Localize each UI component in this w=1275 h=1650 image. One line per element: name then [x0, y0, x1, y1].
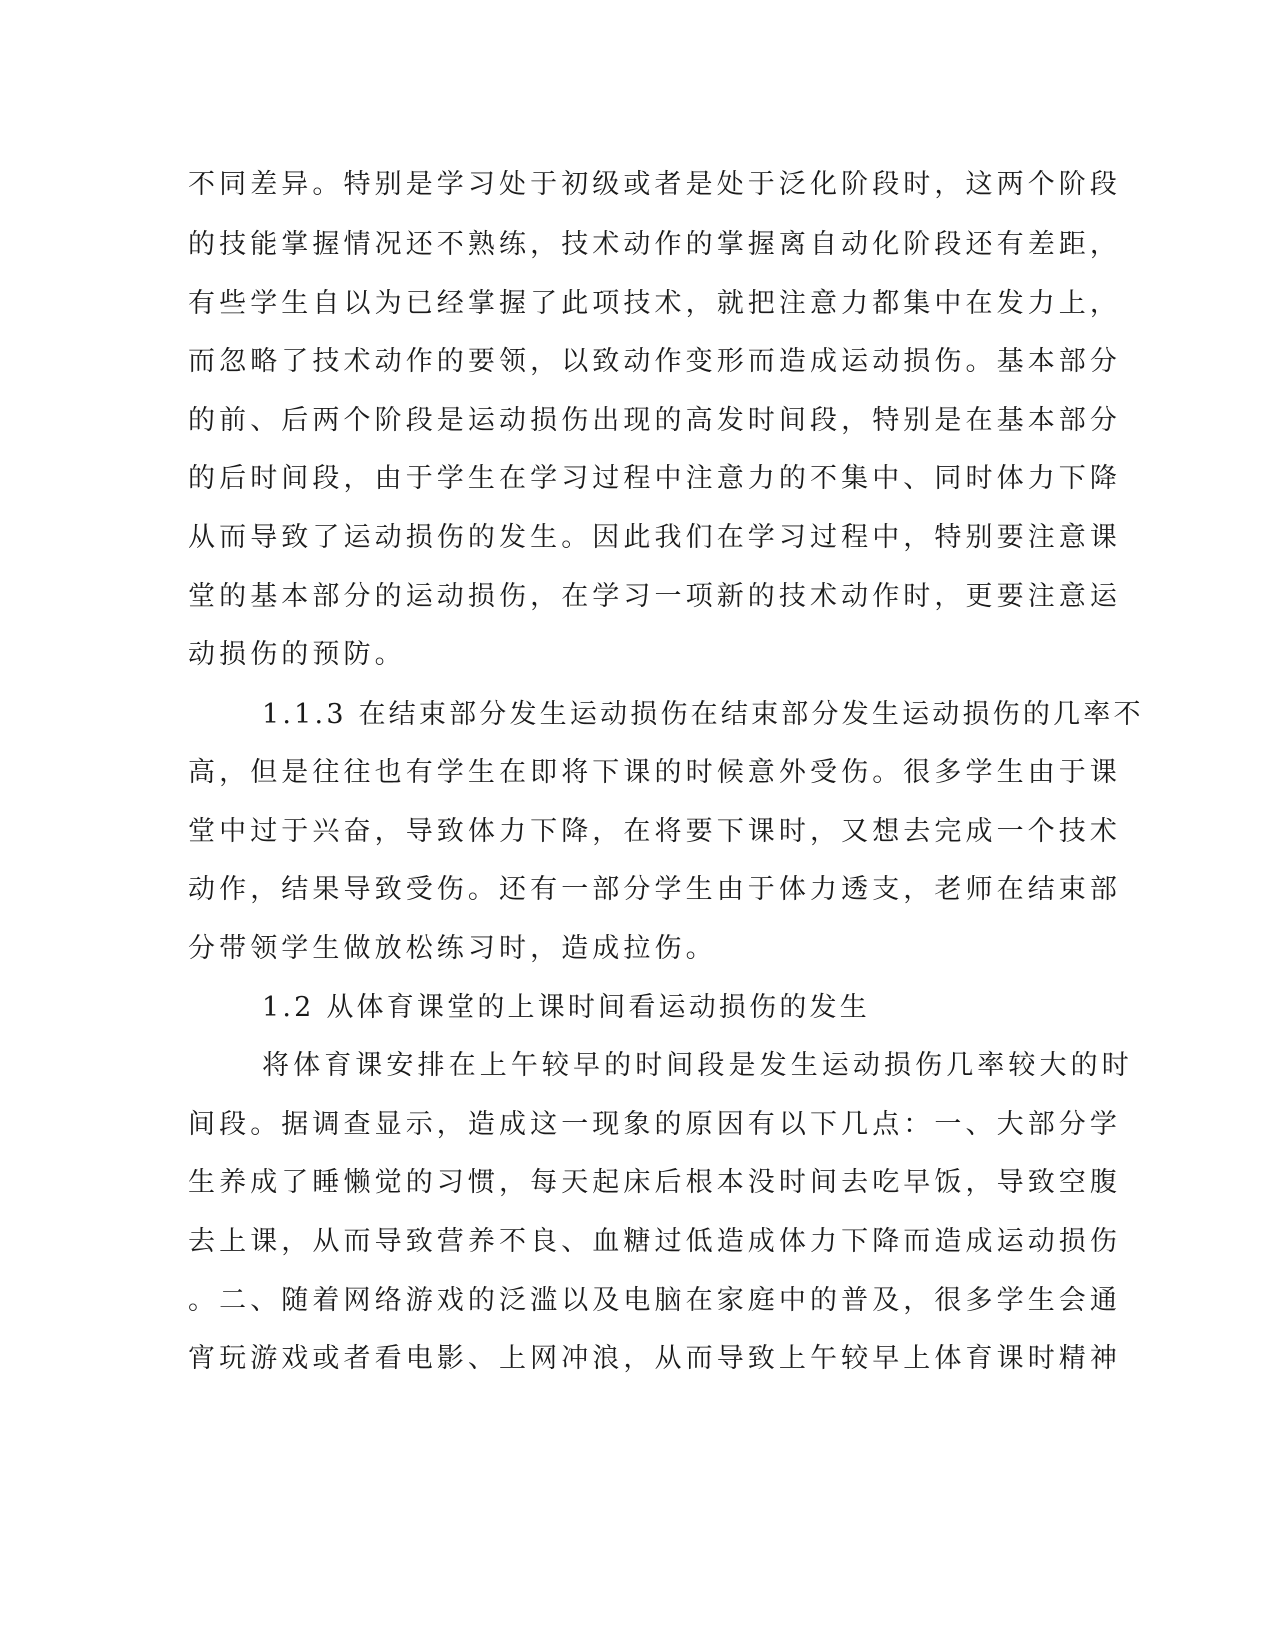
text-line: 。二、随着网络游戏的泛滥以及电脑在家庭中的普及，很多学生会通 [188, 1285, 1121, 1316]
text-line: 不同差异。特别是学习处于初级或者是处于泛化阶段时，这两个阶段 [188, 169, 1121, 200]
text-line: 间段。据调查显示，造成这一现象的原因有以下几点：一、大部分学 [188, 1109, 1121, 1140]
text-line: 宵玩游戏或者看电影、上网冲浪，从而导致上午较早上体育课时精神 [188, 1343, 1121, 1374]
text-line: 动作，结果导致受伤。还有一部分学生由于体力透支，老师在结束部 [188, 874, 1121, 905]
section-heading: 1.2 从体育课堂的上课时间看运动损伤的发生 [262, 992, 870, 1023]
text-line: 生养成了睡懒觉的习惯，每天起床后根本没时间去吃早饭，导致空腹 [188, 1167, 1121, 1198]
text-line: 堂中过于兴奋，导致体力下降，在将要下课时，又想去完成一个技术 [188, 816, 1121, 847]
text-line: 高，但是往往也有学生在即将下课的时候意外受伤。很多学生由于课 [188, 757, 1121, 788]
text-line: 从而导致了运动损伤的发生。因此我们在学习过程中，特别要注意课 [188, 522, 1121, 553]
text-line: 堂的基本部分的运动损伤，在学习一项新的技术动作时，更要注意运 [188, 581, 1121, 612]
text-line: 的技能掌握情况还不熟练，技术动作的掌握离自动化阶段还有差距， [188, 229, 1121, 260]
text-line: 动损伤的预防。 [188, 639, 406, 670]
text-line: 的前、后两个阶段是运动损伤出现的高发时间段，特别是在基本部分 [188, 405, 1121, 436]
text-line: 去上课，从而导致营养不良、血糖过低造成体力下降而造成运动损伤 [188, 1226, 1121, 1257]
text-line: 的后时间段，由于学生在学习过程中注意力的不集中、同时体力下降 [188, 463, 1121, 494]
text-line: 有些学生自以为已经掌握了此项技术，就把注意力都集中在发力上， [188, 288, 1121, 319]
paragraph-start: 将体育课安排在上午较早的时间段是发生运动损伤几率较大的时 [262, 1050, 1133, 1081]
subsection-paragraph-start: 1.1.3 在结束部分发生运动损伤在结束部分发生运动损伤的几率不 [262, 699, 1144, 730]
text-line: 分带领学生做放松练习时，造成拉伤。 [188, 933, 717, 964]
text-line: 而忽略了技术动作的要领，以致动作变形而造成运动损伤。基本部分 [188, 346, 1121, 377]
